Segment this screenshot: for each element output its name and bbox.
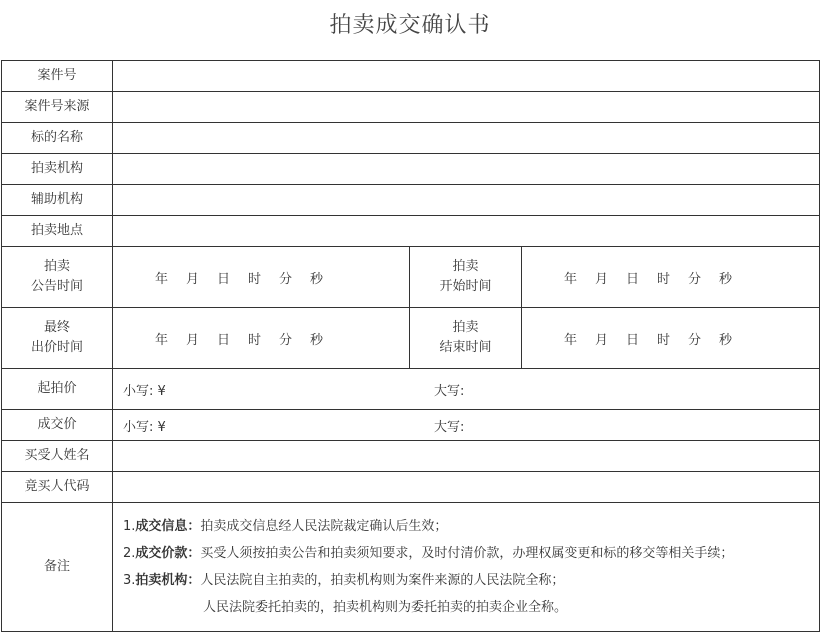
unit-hour: 时 [248,332,262,348]
field-announce-time[interactable] [113,247,410,308]
note-1: 1.成交信息：拍卖成交信息经人民法院裁定确认后生效； [123,519,448,534]
unit-hour: 时 [248,271,262,287]
deal-price-lower: 小写: ¥ [123,419,166,435]
row-buyer-name [2,441,820,472]
note-1-title: 成交信息： [135,519,201,534]
unit-year: 年 [155,271,169,287]
unit-day: 日 [626,271,640,287]
unit-month: 月 [595,271,609,287]
unit-minute: 分 [279,332,293,348]
unit-year: 年 [564,271,578,287]
label-end-line2: 结束时间 [439,340,492,355]
label-announce-time [2,247,113,308]
row-notes [2,503,820,632]
unit-month: 月 [595,332,609,348]
start-price-lower: 小写: ¥ [123,383,166,399]
label-start-line2: 开始时间 [439,279,492,294]
field-case-no[interactable] [113,61,820,92]
deal-price-upper: 大写: [434,419,465,435]
row-assist-org [2,185,820,216]
unit-hour: 时 [657,332,671,348]
label-lastbid-line1: 最终 [43,320,70,335]
start-price-upper: 大写: [434,383,465,399]
label-start-price: 起拍价 [2,369,113,410]
field-deal-price[interactable] [113,410,820,441]
unit-day: 日 [217,271,231,287]
label-lastbid-time [2,308,113,369]
label-auction-place: 拍卖地点 [2,216,113,247]
label-announce-line2: 公告时间 [30,279,83,294]
label-end-time [410,308,522,369]
unit-minute: 分 [279,271,293,287]
row-auction-org [2,154,820,185]
unit-day: 日 [626,332,640,348]
unit-hour: 时 [657,271,671,287]
field-start-price[interactable] [113,369,820,410]
unit-year: 年 [155,332,169,348]
notes-content [113,503,820,632]
label-target-name: 标的名称 [2,123,113,154]
field-auction-org[interactable] [113,154,820,185]
label-lastbid-line2: 出价时间 [30,340,83,355]
unit-day: 日 [217,332,231,348]
row-start-price [2,369,820,410]
note-2: 2.成交价款：买受人须按拍卖公告和拍卖须知要求，及时付清价款，办理权属变更和标的移交等相关手续； [123,546,734,561]
unit-minute: 分 [688,332,702,348]
label-start-time [410,247,522,308]
note-3: 3.拍卖机构：人民法院自主拍卖的，拍卖机构则为案件来源的人民法院全称； [123,573,565,588]
unit-month: 月 [186,271,200,287]
unit-second: 秒 [719,332,733,348]
field-start-time[interactable] [522,247,820,308]
field-lastbid-time[interactable] [113,308,410,369]
note-1-text: 拍卖成交信息经人民法院裁定确认后生效； [200,519,448,534]
field-end-time[interactable] [522,308,820,369]
label-assist-org: 辅助机构 [2,185,113,216]
unit-second: 秒 [719,271,733,287]
label-case-source: 案件号来源 [2,92,113,123]
label-bidder-code: 竟买人代码 [2,472,113,503]
label-case-no: 案件号 [2,61,113,92]
note-3-text: 人民法院自主拍卖的，拍卖机构则为案件来源的人民法院全称； [200,573,565,588]
field-target-name[interactable] [113,123,820,154]
note-3-continued: 人民法院委托拍卖的，拍卖机构则为委托拍卖的拍卖企业全称。 [203,600,568,615]
page-title: 拍卖成交确认书 [329,13,491,38]
label-buyer-name: 买受人姓名 [2,441,113,472]
row-lastbid-end-time [2,308,820,369]
label-notes: 备注 [2,503,113,632]
unit-second: 秒 [310,332,324,348]
field-case-source[interactable] [113,92,820,123]
row-case-source [2,92,820,123]
unit-second: 秒 [310,271,324,287]
label-announce-line1: 拍卖 [43,259,70,274]
field-assist-org[interactable] [113,185,820,216]
label-auction-org: 拍卖机构 [2,154,113,185]
confirmation-form [1,60,820,632]
row-bidder-code [2,472,820,503]
row-target-name [2,123,820,154]
note-3-title: 拍卖机构： [135,573,201,588]
unit-minute: 分 [688,271,702,287]
row-auction-place [2,216,820,247]
row-case-no [2,61,820,92]
unit-month: 月 [186,332,200,348]
row-deal-price [2,410,820,441]
note-2-title: 成交价款： [135,546,201,561]
field-bidder-code[interactable] [113,472,820,503]
field-auction-place[interactable] [113,216,820,247]
note-2-text: 买受人须按拍卖公告和拍卖须知要求，及时付清价款，办理权属变更和标的移交等相关手续； [200,546,734,561]
label-end-line1: 拍卖 [452,320,479,335]
unit-year: 年 [564,332,578,348]
row-announce-start-time [2,247,820,308]
label-start-line1: 拍卖 [452,259,479,274]
field-buyer-name[interactable] [113,441,820,472]
label-deal-price: 成交价 [2,410,113,441]
